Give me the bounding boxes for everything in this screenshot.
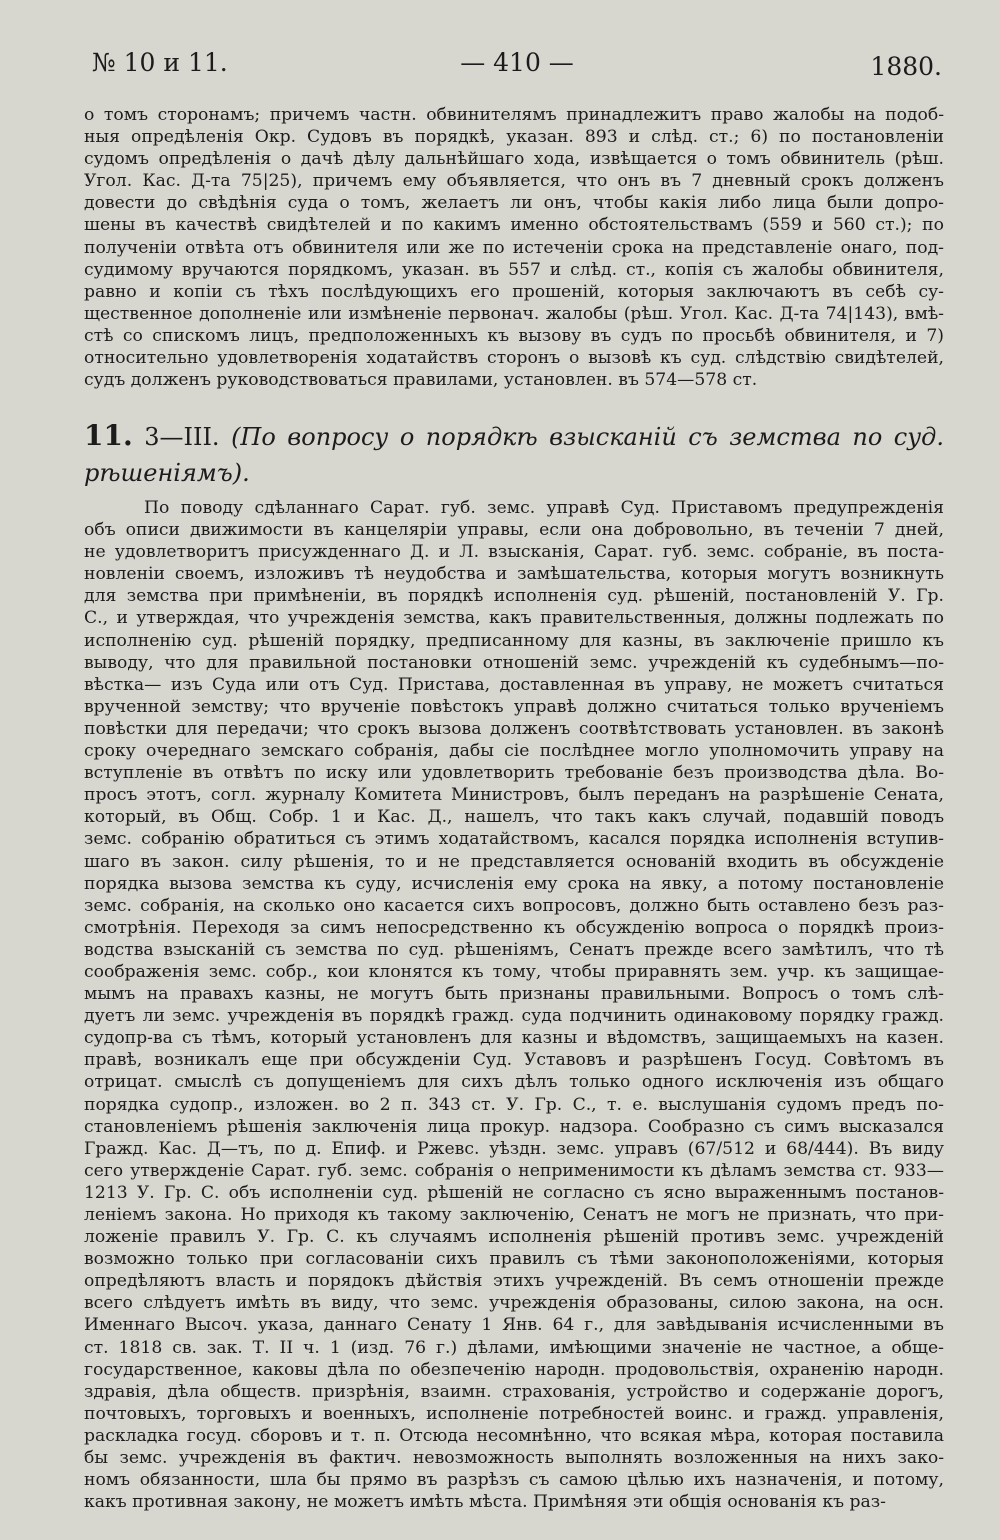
text-line: номъ обязанности, шла бы прямо въ разрѣзъ съ самою цѣлью ихъ назначенія, и потому,: [84, 1470, 944, 1491]
text-line: водства взысканій съ земства по суд. рѣшеніямъ, Сенатъ прежде всего замѣтилъ, что тѣ: [84, 939, 944, 960]
text-line: просъ этотъ, согл. журналу Комитета Министровъ, былъ переданъ на разрѣшеніе Сената,: [84, 785, 944, 806]
text-line: врученной земству; что врученіе повѣстокъ управѣ должно считаться только врученіемъ: [84, 696, 944, 717]
text-line: ныя опредѣленія Окр. Судовъ въ порядкѣ, указан. 893 и слѣд. ст.; 6) по постановленіи: [84, 127, 944, 148]
text-line: леніемъ закона. Но приходя къ такому заключенію, Сенатъ не могъ не признать, что при-: [84, 1205, 944, 1225]
text-line: сроку очереднаго земскаго собранія, дабы сіе послѣднее могло уполномочить управу на: [84, 741, 944, 762]
text-line: ст. 1818 св. зак. Т. II ч. 1 (изд. 76 г.) дѣлами, имѣющими значеніе не частное, а обще-: [84, 1337, 944, 1358]
text-line: смотрѣнія. Переходя за симъ непосредственно къ обсужденію вопроса о порядкѣ произ-: [84, 917, 944, 938]
text-line: По поводу сдѣланнаго Сарат. губ. земс. управѣ Суд. Приставомъ предупрежденія: [144, 498, 944, 518]
text-line: почтовыхъ, торговыхъ и военныхъ, исполненіе потребностей воинс. и гражд. управленія,: [84, 1403, 944, 1424]
page-header: [92, 48, 942, 92]
continued-paragraph: [84, 104, 944, 391]
text-line: порядка вызова земства къ суду, исчисленія ему срока на явку, а потому постановленіе: [84, 873, 944, 894]
page-number: — 410 —: [460, 48, 574, 77]
text-line: раскладка госуд. сборовъ и т. п. Отсюда несомнѣнно, что всякая мѣра, которая поставила: [84, 1425, 944, 1446]
text-line: исполненію суд. рѣшеній порядку, предписанному для казны, въ заключеніе пришло къ: [84, 630, 944, 651]
text-line: стѣ со спискомъ лицъ, предположенныхъ къ вызову въ судъ по просьбѣ обвинителя, и 7): [84, 325, 944, 346]
text-line: Именнаго Высоч. указа, даннаго Сенату 1 Янв. 64 г., для завѣдыванія исчисленными въ: [84, 1315, 944, 1336]
text-line: относительно удовлетворенія ходатайствъ сторонъ о вызовѣ къ суд. слѣдствію свидѣтелей,: [84, 348, 944, 369]
text-line: какъ противная закону, не можетъ имѣть мѣста. Примѣняя эти общія основанія къ раз-: [84, 1492, 886, 1513]
text-line: опредѣляютъ власть и порядокъ дѣйствія этихъ учрежденій. Въ семъ отношеніи прежде: [84, 1271, 944, 1292]
text-line: всего слѣдуетъ имѣть въ виду, что земс. учрежденія образованы, силою закона, на осн.: [84, 1293, 944, 1314]
text-line: который, въ Общ. Собр. 1 и Кас. Д., нашелъ, что такъ какъ случай, подавшій поводъ: [84, 807, 944, 828]
text-line: земс. собранію обратиться съ этимъ ходатайствомъ, касался порядка исполненія вступив-: [84, 829, 944, 850]
text-line: Гражд. Кас. Д—тъ, по д. Епиф. и Ржевс. уѣздн. земс. управъ (67/512 и 68/444). Въ виду: [84, 1138, 944, 1159]
text-line: становленіемъ рѣшенія заключенія лица прокур. надзора. Сообразно съ симъ высказался: [84, 1116, 944, 1137]
text-line: о томъ сторонамъ; причемъ частн. обвинителямъ принадлежитъ право жалобы на подоб-: [84, 105, 944, 125]
text-line: шаго въ закон. силу рѣшенія, то и не представляется основаній входить въ обсужденіе: [84, 851, 944, 872]
section-title-line-2: рѣшеніямъ).: [84, 459, 250, 487]
text-line: вступленіе въ отвѣтъ по иску или удовлетворить требованіе безъ производства дѣла. Во-: [84, 763, 944, 784]
text-line: 1213 У. Гр. С. объ исполненіи суд. рѣшеній не согласно съ ясно выраженнымъ постанов-: [84, 1182, 944, 1203]
text-line: щественное дополненіе или измѣненіе первонач. жалобы (рѣш. Угол. Кас. Д-та 74|143), вмѣ-: [84, 303, 944, 324]
text-line: равно и копіи съ тѣхъ послѣдующихъ его прошеній, которыя заключаютъ въ себѣ су-: [84, 281, 944, 302]
text-line: соображенія земс. собр., кои клонятся къ тому, чтобы приравнять зем. учр. къ защищае-: [84, 961, 944, 982]
text-line: выводу, что для правильной постановки отношеній земс. учрежденій къ судебнымъ—по-: [84, 652, 944, 673]
text-line: для земства при примѣненіи, въ порядкѣ исполненія суд. рѣшеній, постановленій У. Гр.: [84, 586, 944, 607]
text-line: мымъ на правахъ казны, не могутъ быть признаны правильными. Вопросъ о томъ слѣ-: [84, 984, 944, 1005]
text-line: правѣ, возникалъ еще при обсужденіи Суд. Уставовъ и разрѣшенъ Госуд. Совѣтомъ въ: [84, 1050, 944, 1071]
text-line: новленіи своемъ, изложивъ тѣ неудобства и замѣшательства, которыя могутъ возникнуть: [84, 564, 944, 585]
text-line: отрицат. смыслѣ съ допущеніемъ для сихъ дѣлъ только одного исключенія изъ общаго: [84, 1072, 944, 1093]
text-line: Угол. Кас. Д-та 75|25), причемъ ему объявляется, что онъ въ 7 дневный срокъ долженъ: [84, 171, 944, 192]
text-line: судопр-ва съ тѣмъ, который установленъ для казны и вѣдомствъ, защищаемыхъ на казен.: [84, 1028, 944, 1049]
text-line: повѣстки для передачи; что срокъ вызова долженъ соотвѣтствовать установлен. въ законѣ: [84, 718, 944, 739]
text-line: судимому вручаются порядкомъ, указан. въ 557 и слѣд. ст., копія съ жалобы обвинителя,: [84, 259, 944, 280]
text-line: дуетъ ли земс. учрежденія въ порядкѣ гражд. суда подчинить одинаковому порядку гражд.: [84, 1006, 944, 1027]
text-line: возможно только при согласованіи сихъ правилъ съ тѣми законоположеніями, которыя: [84, 1249, 944, 1270]
text-line: судомъ опредѣленія о дачѣ дѣлу дальнѣйшаго хода, извѣщается о томъ обвинитель (рѣш.: [84, 149, 944, 170]
text-line: судъ долженъ руководствоваться правилами, установлен. въ 574—578 ст.: [84, 370, 758, 391]
section-body: [84, 497, 944, 1513]
text-line: ложеніе правилъ У. Гр. С. къ случаямъ исполненія рѣшеній противъ земс. учрежденій: [84, 1227, 944, 1248]
section-title-line-1: (По вопросу о порядкѣ взысканій съ земства по суд.: [231, 423, 944, 451]
text-line: шены въ качествѣ свидѣтелей и по какимъ именно обстоятельствамъ (559 и 560 ст.); по: [84, 215, 944, 236]
text-line: довести до свѣдѣнія суда о томъ, желаетъ ли онъ, чтобы какія либо лица были допро-: [84, 193, 944, 214]
section-date: 3—III.: [144, 423, 220, 451]
text-line: вѣстка— изъ Суда или отъ Суд. Пристава, доставленная въ управу, не можетъ считаться: [84, 674, 944, 695]
issue-number: № 10 и 11.: [92, 48, 228, 77]
year: 1880.: [870, 52, 942, 81]
text-line: не удовлетворитъ присужденнаго Д. и Л. взысканія, Сарат. губ. земс. собраніе, въ поста-: [84, 542, 944, 563]
text-line: объ описи движимости въ канцеляріи управы, если она добровольно, въ теченіи 7 дней,: [84, 520, 944, 541]
text-line: государственное, каковы дѣла по обезпеченію народн. продовольствія, охраненію народн.: [84, 1359, 944, 1380]
text-line: бы земс. учрежденія въ фактич. невозможность выполнять возложенныя на нихъ зако-: [84, 1448, 944, 1469]
text-line: земс. собранія, на сколько оно касается сихъ вопросовъ, должно быть оставлено безъ раз-: [84, 895, 944, 916]
text-line: полученіи отвѣта отъ обвинителя или же по истеченіи срока на представленіе онаго, под-: [84, 237, 944, 258]
text-line: порядка судопр., изложен. во 2 п. 343 ст. У. Гр. С., т. е. выслушанія судомъ предъ по-: [84, 1094, 944, 1115]
section-number: 11.: [84, 419, 133, 452]
section-title: [84, 418, 944, 491]
text-line: С., и утверждая, что учрежденія земства, какъ правительственныя, должны подлежать по: [84, 608, 944, 629]
text-line: сего утвержденіе Сарат. губ. земс. собранія о неприменимости къ дѣламъ земства ст. 933—: [84, 1160, 944, 1181]
text-line: здравія, дѣла обществ. призрѣнія, взаимн. страхованія, устройство и содержаніе дорогъ,: [84, 1381, 944, 1402]
